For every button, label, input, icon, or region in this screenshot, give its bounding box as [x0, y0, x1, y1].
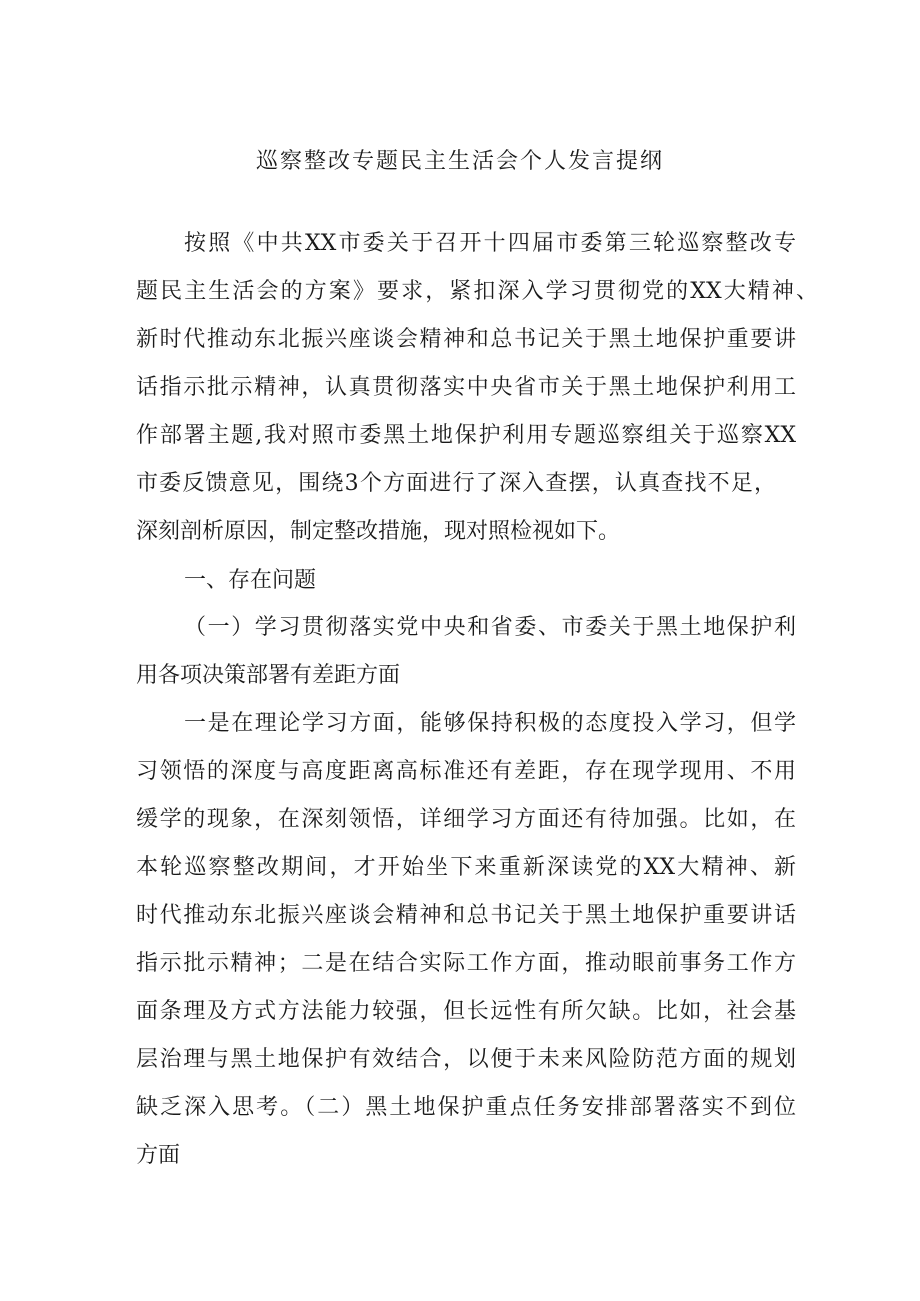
section-heading: 一、存在问题 — [184, 568, 317, 593]
text-line: 话指示批示精神，认真贯彻落实中央省市关于黑土地保护利用工 — [136, 375, 796, 400]
text-line: 方面 — [136, 1143, 181, 1168]
text-line: 缓学的现象，在深刻领悟，详细学习方面还有待加强。比如，在 — [136, 807, 796, 832]
text-line: 指示批示精神；二是在结合实际工作方面，推动眼前事务工作方 — [136, 951, 796, 976]
text-line: 缺乏深入思考。（二）黑土地保护重点任务安排部署落实不到位 — [136, 1095, 796, 1120]
text-line: 新时代推动东北振兴座谈会精神和总书记关于黑土地保护重要讲 — [136, 327, 796, 352]
text-line: 一是在理论学习方面，能够保持积极的态度投入学习，但学 — [184, 711, 796, 736]
text-line: 本轮巡察整改期间，才开始坐下来重新深读党的XX大精神、新 — [136, 855, 796, 880]
text-line: 面条理及方式方法能力较强，但长远性有所欠缺。比如，社会基 — [136, 999, 796, 1024]
text-line: 深刻剖析原因，制定整改措施，现对照检视如下。 — [136, 519, 621, 544]
text-line: 市委反馈意见，围绕3个方面进行了深入查摆，认真查找不足， — [136, 471, 776, 496]
text-line: 作部署主题,我对照市委黑土地保护利用专题巡察组关于巡察XX — [136, 423, 796, 448]
subsection-heading-cont: 用各项决策部署有差距方面 — [136, 663, 401, 688]
text-line: 习领悟的深度与高度距离高标准还有差距，存在现学现用、不用 — [136, 759, 796, 784]
document-title: 巡察整改专题民主生活会个人发言提纲 — [255, 149, 664, 174]
text-line: 题民主生活会的方案》要求，紧扣深入学习贯彻党的XX大精神、 — [136, 279, 818, 304]
text-line: 层治理与黑土地保护有效结合，以便于未来风险防范方面的规划 — [136, 1047, 796, 1072]
text-line: 按照《中共XX市委关于召开十四届市委第三轮巡察整改专 — [184, 231, 796, 256]
subsection-heading: （一）学习贯彻落实党中央和省委、市委关于黑土地保护利 — [184, 615, 796, 640]
text-line: 时代推动东北振兴座谈会精神和总书记关于黑土地保护重要讲话 — [136, 903, 796, 928]
